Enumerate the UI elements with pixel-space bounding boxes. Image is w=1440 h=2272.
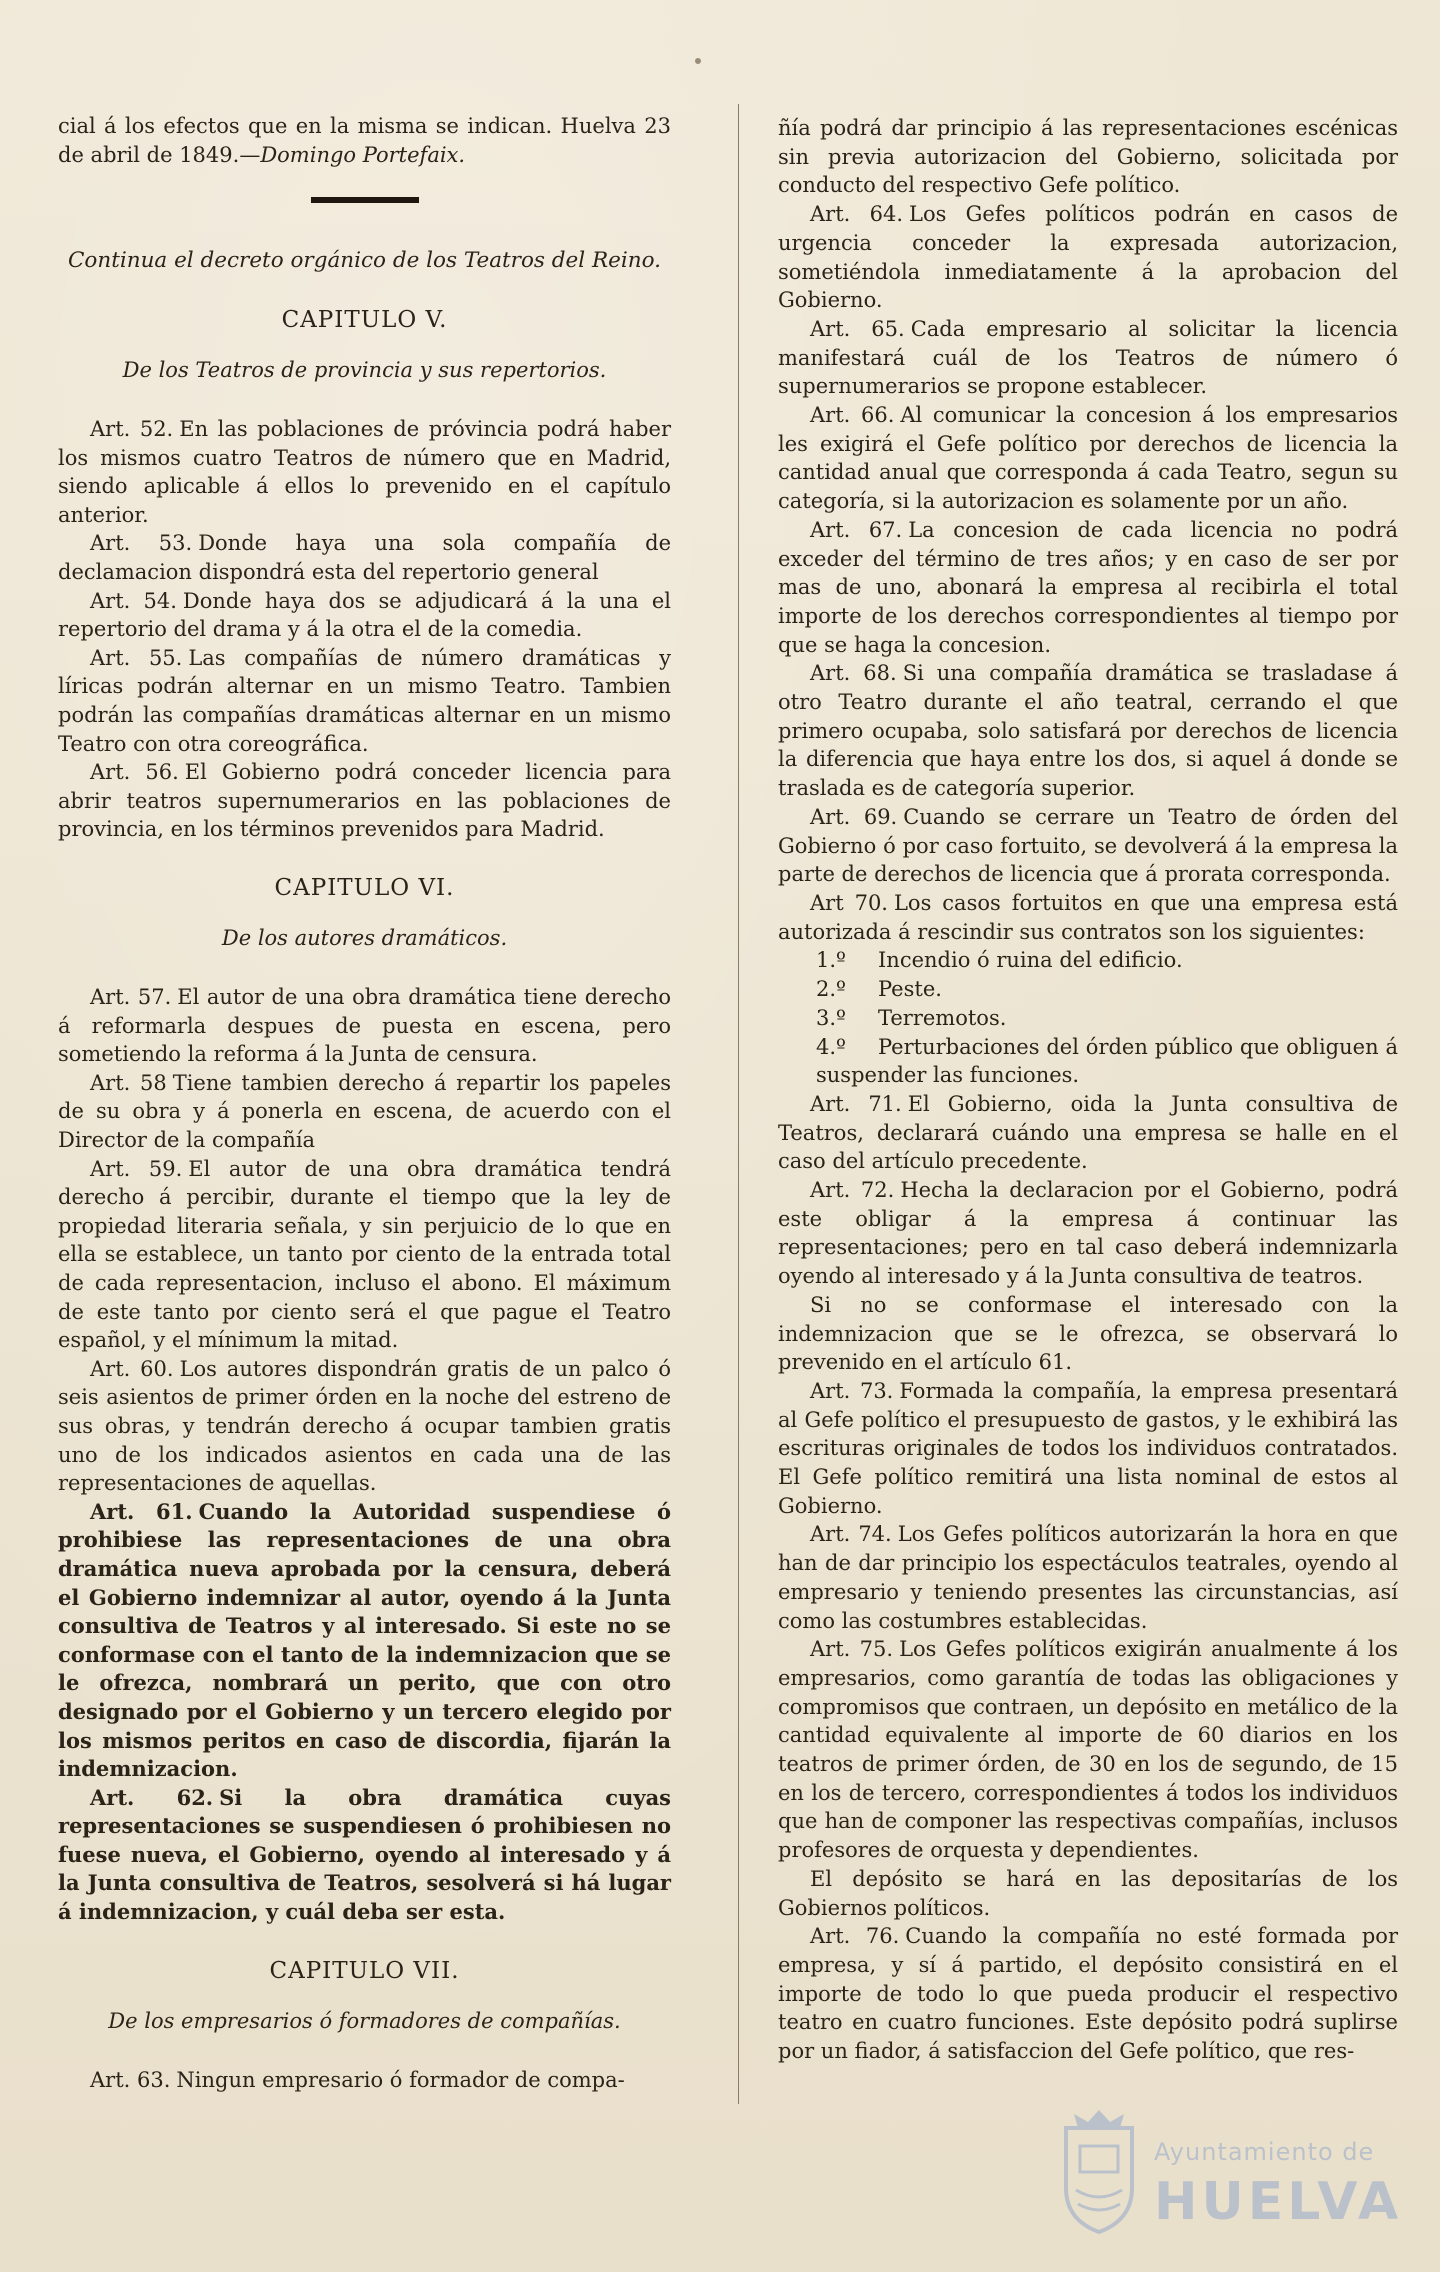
article-paragraph (58, 758, 671, 844)
chapter-6-title: CAPITULO VI. (274, 874, 455, 901)
signature: Domingo Portefaix. (260, 142, 466, 167)
article-paragraph (778, 889, 1398, 946)
article-label: Art. 54. (90, 588, 177, 613)
article-label: Art. 61. (90, 1498, 193, 1524)
opening-paragraph (58, 112, 671, 169)
fortuitous-cases-list (778, 946, 1398, 1090)
article-paragraph (58, 983, 671, 1069)
article-text: Cada empresario al solicitar la licencia manifestará cuál de los Teatros de número ó supernumerarios se propone establecer. (778, 316, 1398, 399)
article-paragraph (778, 1176, 1398, 1291)
article-paragraph (58, 1355, 671, 1498)
article-text: Las compañías de número dramáticas y líricas podrán alternar en un mismo Teatro. Tambien podrán las compañías dramáticas alternar en un mismo Teatro con otra coreográfica. (58, 645, 671, 756)
chapter-7-subtitle: De los empresarios ó formadores de compañías. (108, 2009, 621, 2034)
chapter-5-title: CAPITULO V. (281, 306, 448, 333)
article-label: Art. 71. (810, 1091, 902, 1116)
chapter-7-title: CAPITULO VII. (269, 1957, 460, 1984)
article-label: Art. 57. (90, 985, 172, 1010)
article-paragraph (778, 200, 1398, 315)
ordinal-number: 2.º (816, 977, 846, 1002)
article-label: Art. 65. (810, 316, 905, 341)
article-paragraph (778, 1865, 1398, 1922)
article-label: Art. 75. (810, 1637, 894, 1662)
article-text: Al comunicar la concesion á los empresarios les exigirá el Gefe político por derechos de licencia la cantidad anual que corresponda á cada Teatro, segun su categoría, si la autorizacion es solamente por un año. (778, 403, 1398, 514)
archive-watermark (1058, 2088, 1403, 2258)
article-paragraph (778, 315, 1398, 401)
ordinal-item (778, 975, 1398, 1004)
article-paragraph (778, 401, 1398, 516)
article-label: Art. 52. (90, 416, 174, 441)
article-label: Art. 68. (810, 661, 897, 686)
article-label: Art. 66. (810, 403, 895, 428)
article-label: Art. 58 (90, 1070, 167, 1095)
article-paragraph (58, 1155, 671, 1355)
article-text: En las poblaciones de próvincia podrá haber los mismos cuatro Teatros de número que en Madrid, siendo aplicable á ellos lo prevenido en el capítulo anterior. (58, 416, 671, 527)
article-text: Los autores dispondrán gratis de un palco ó seis asientos de primer órden en la noche del estreno de sus obras, y tendrán derecho á ocupar tambien gratis uno de los indicados asientos en cada una de las representaciones de aquellas. (58, 1356, 671, 1496)
article-label: Art 70. (810, 890, 888, 915)
article-text: Donde haya una sola compañía de declamacion dispondrá esta del repertorio general (58, 531, 671, 584)
coat-of-arms-icon (1058, 2108, 1140, 2236)
article-text: Si no se conformase el interesado con la indemnizacion que se le ofrezca, se observará lo prevenido en el artículo 61. (778, 1292, 1398, 1375)
article-paragraph (778, 803, 1398, 889)
article-text: Donde haya dos se adjudicará á la una el repertorio del drama y á la otra el de la comedia. (58, 588, 671, 642)
ordinal-text: Peste. (878, 977, 942, 1002)
article-paragraph (58, 587, 671, 644)
article-text: Cuando se cerrare un Teatro de órden del Gobierno ó por caso fortuito, se devolverá á la empresa la parte de derechos de licencia que á prorata corresponda. (778, 804, 1399, 887)
article-text: Formada la compañía, la empresa presentará al Gefe político el presupuesto de gastos, y le exhibirá las escrituras originales de todos los individuos contratados. El Gefe político remitirá una lista nominal de estos al Gobierno. (778, 1378, 1399, 1518)
article-paragraph (58, 1069, 671, 1155)
left-column (58, 112, 671, 2094)
article-label: Art. 63. (90, 2067, 171, 2092)
article-label: Art. 69. (810, 804, 898, 829)
article-label: Art. 72. (810, 1178, 895, 1203)
article-paragraph (58, 529, 671, 586)
right-articles-continued (778, 1090, 1398, 2066)
article-label: Art. 76. (810, 1924, 900, 1949)
ordinal-item (778, 1033, 1398, 1090)
article-63-continuation: ñía podrá dar principio á las representaciones escénicas sin previa autorizacion del Gobierno, solicitada por conducto del respectivo Gefe político. (778, 116, 1398, 198)
article-text: Tiene tambien derecho á repartir los papeles de su obra y á ponerla en escena, de acuerdo con el Director de la compañía (58, 1070, 671, 1153)
article-label: Art. 67. (810, 517, 903, 542)
article-text: El autor de una obra dramática tendrá derecho á percibir, durante el tiempo que la ley de propiedad literaria señala, y sin perjuicio de lo que en ella se establece, un tanto por ciento de la entrada total de cada representacion, incluso el abono. El máximum de este tanto por ciento será el que pague el Teatro español, y el mínimum la mitad. (58, 1156, 671, 1353)
article-text: Cuando la compañía no esté formada por empresa, y sí á partido, el depósito consistirá en el importe de todo lo que pueda producir el respectivo teatro en cuatro funciones. Este depósito podrá suplirse por un fiador, á satisfaccion del Gefe político, que res- (778, 1924, 1398, 2064)
opening-text: cial á los efectos que en la misma se indican. Huelva 23 de abril de 1849.— (58, 114, 671, 167)
article-paragraph (58, 1784, 671, 1927)
article-paragraph (778, 1090, 1398, 1176)
article-text: El depósito se hará en las depositarías de los Gobiernos políticos. (778, 1866, 1398, 1920)
ordinal-item (778, 946, 1398, 975)
article-label: Art. 60. (90, 1356, 174, 1381)
article-paragraph (58, 1498, 671, 1784)
article-paragraph (778, 1922, 1398, 2066)
column-divider (738, 104, 739, 2104)
ordinal-text: Terremotos. (878, 1005, 1007, 1030)
ordinal-item (778, 1004, 1398, 1033)
article-paragraph (778, 1520, 1398, 1635)
ordinal-text: Incendio ó ruina del edificio. (878, 948, 1183, 973)
article-label: Art. 59. (90, 1156, 183, 1181)
article-text: Hecha la declaracion por el Gobierno, podrá este obligar á la empresa á continuar las representaciones; pero en tal caso deberá indemnizarla oyendo al interesado y á la Junta consultiva de teatros. (778, 1178, 1398, 1289)
article-text: Los casos fortuitos en que una empresa está autorizada á rescindir sus contratos son los siguientes: (778, 890, 1398, 944)
ordinal-number: 4.º (816, 1034, 846, 1059)
article-text: Si la obra dramática cuyas representaciones se suspendiesen ó prohibiesen no fuese nueva, el Gobierno, oyendo al interesado y á la Junta consultiva de Teatros, sesolverá si há lugar á indemnizacion, y cuál deba ser esta. (58, 1784, 671, 1925)
article-paragraph (778, 659, 1398, 803)
article-paragraph (778, 1377, 1398, 1521)
article-text: Ningun empresario ó formador de compa- (176, 2067, 625, 2092)
article-paragraph (778, 1635, 1398, 1865)
article-text: El autor de una obra dramática tiene derecho á reformarla despues de puesta en escena, pero sometiendo la reforma á la Junta de censura. (58, 985, 672, 1067)
article-text: El Gobierno podrá conceder licencia para abrir teatros supernumerarios en las poblaciones de provincia, en los términos prevenidos para Madrid. (58, 760, 672, 842)
article-label: Art. 55. (90, 645, 183, 670)
watermark-line-2: HUELVA (1154, 2172, 1403, 2232)
chapter-6-subtitle: De los autores dramáticos. (221, 926, 508, 951)
article-text: La concesion de cada licencia no podrá exceder del término de tres años; y en caso de ser por mas de uno, abonará la empresa al recibirla el total importe de los derechos correspondientes al tiempo por que se haga la concesion. (778, 517, 1398, 657)
article-text: El Gobierno, oida la Junta consultiva de Teatros, declarará cuándo una empresa se halle en el caso del artículo precedente. (778, 1091, 1399, 1174)
article-paragraph (58, 415, 671, 529)
article-label: Art. 56. (90, 760, 179, 785)
article-paragraph (778, 1291, 1398, 1377)
right-articles (778, 200, 1398, 946)
article-text: Cuando la Autoridad suspendiese ó prohibiese las representaciones de una obra dramática nueva aprobada por la censura, deberá el Gobierno indemnizar al autor, oyendo á la Junta consultiva de Teatros y al interesado. Si este no se conformase con el tanto de la indemnizacion que se le ofrezca, nombrará un perito, que con otro designado por el Gobierno y un tercero elegido por los mismos peritos en caso de discordia, fijarán la indemnizacion. (58, 1498, 671, 1782)
article-label: Art. 64. (810, 202, 903, 227)
chapter-5-subtitle: De los Teatros de provincia y sus repertorios. (122, 358, 607, 383)
article-label: Art. 74. (810, 1522, 892, 1547)
article-text: Los Gefes políticos podrán en casos de urgencia conceder la expresada autorizacion, sometiéndola inmediatamente á la aprobacion del Gobierno. (778, 202, 1398, 313)
article-text: Los Gefes políticos autorizarán la hora en que han de dar principio los espectáculos teatrales, oyendo al empresario y teniendo presentes las circunstancias, así como las costumbres establecidas. (778, 1522, 1398, 1633)
chapter-5-articles (58, 415, 671, 844)
article-paragraph (778, 516, 1398, 660)
section-rule (311, 197, 419, 203)
article-label: Art. 53. (90, 531, 193, 556)
article-paragraph (58, 644, 671, 758)
article-text: Si una compañía dramática se trasladase á otro Teatro durante el año teatral, cerrando el que primero ocupaba, solo satisfará por derechos de licencia la diferencia que haya entre los dos, si aquel á donde se traslada es de categoría superior. (778, 661, 1398, 801)
ordinal-number: 1.º (816, 948, 846, 973)
article-label: Art. 73. (810, 1378, 894, 1403)
right-column (778, 114, 1398, 2066)
article-63 (58, 2066, 671, 2095)
section-title: Continua el decreto orgánico de los Teatros del Reino. (67, 248, 661, 274)
paper-blemish (695, 58, 701, 64)
chapter-6-articles (58, 983, 671, 1927)
watermark-line-1: Ayuntamiento de (1154, 2138, 1375, 2166)
ordinal-number: 3.º (816, 1005, 846, 1030)
ordinal-text: Perturbaciones del órden público que obliguen á suspender las funciones. (816, 1034, 1398, 1088)
article-text: Los Gefes políticos exigirán anualmente á los empresarios, como garantía de todas las obligaciones y compromisos que contraen, un depósito en metálico de la cantidad equivalente al importe de 60 diarios en los teatros de primer órden, de 30 en los de segundo, de 15 en los de tercero, correspondientes á todos los individuos que han de componer las respectivas compañías, inclusos profesores de orquesta y dependientes. (778, 1637, 1398, 1863)
article-label: Art. 62. (90, 1784, 214, 1810)
